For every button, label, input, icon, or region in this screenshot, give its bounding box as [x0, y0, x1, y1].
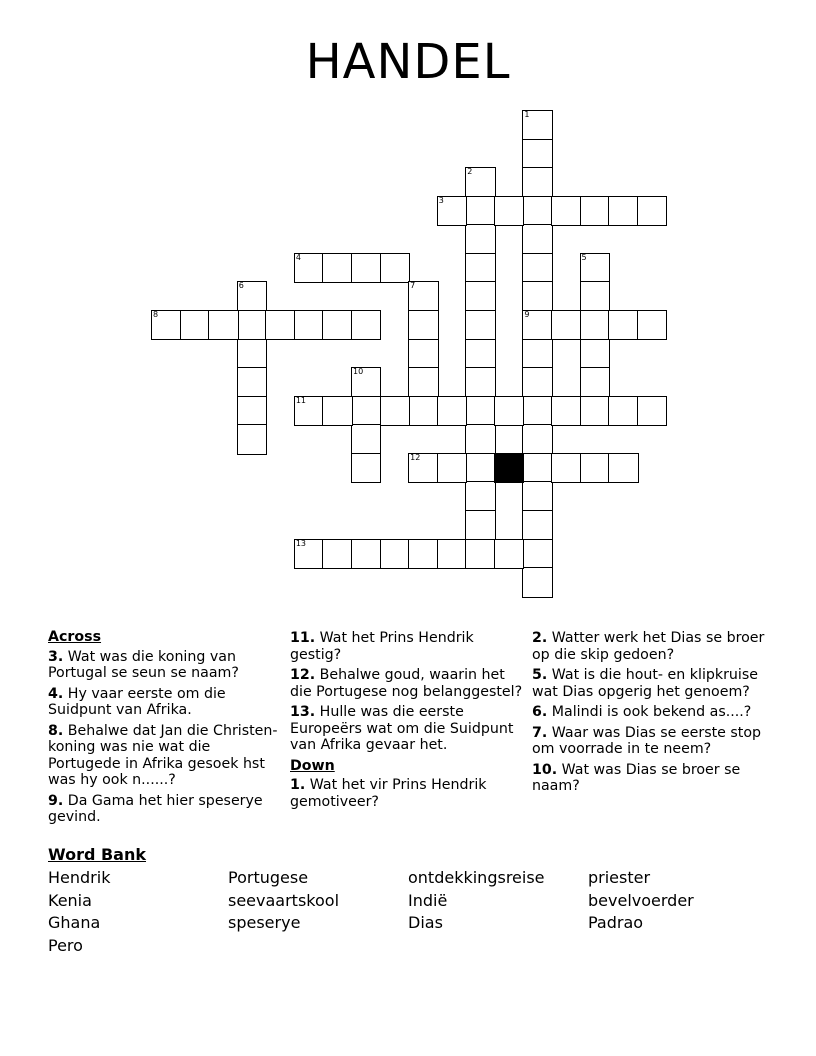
crossword-cell[interactable] — [237, 396, 267, 426]
crossword-cell[interactable] — [522, 567, 552, 597]
clue-across-3[interactable]: 3. Wat was die koning van Portugal se seun se naam? — [48, 648, 239, 681]
crossword-cell[interactable] — [322, 253, 352, 283]
word-bank-item: Portugese — [228, 868, 309, 887]
crossword-cell[interactable] — [494, 539, 524, 569]
crossword-cell[interactable] — [522, 167, 552, 197]
crossword-cell[interactable] — [522, 224, 552, 254]
crossword-cell[interactable] — [551, 196, 581, 226]
crossword-cell[interactable] — [294, 539, 324, 569]
crossword-cell[interactable] — [580, 367, 610, 397]
crossword-cell[interactable] — [465, 510, 495, 540]
crossword-cell[interactable] — [465, 396, 495, 426]
crossword-cell[interactable] — [465, 196, 495, 226]
clue-number: 4 — [295, 252, 301, 262]
clue-number: 12 — [410, 452, 421, 462]
crossword-cell[interactable] — [408, 281, 438, 311]
clue-across-12[interactable]: 12. Behalwe goud, waarin het die Portugese nog belanggestel? — [290, 667, 523, 700]
clue-down-5[interactable]: 5. Wat is die hout- en klipkruise wat Dias opgerig het genoem? — [532, 667, 758, 700]
word-bank-item: priester — [588, 868, 651, 887]
clue-down-1[interactable]: 1. Wat het vir Prins Hendrik gemotiveer? — [290, 777, 487, 810]
clue-number: 10 — [352, 367, 364, 377]
clue-column-1 — [48, 628, 286, 830]
crossword-cell[interactable] — [180, 310, 210, 340]
crossword-cell[interactable] — [637, 310, 667, 340]
crossword-cell[interactable] — [637, 396, 667, 426]
crossword-cell[interactable] — [380, 539, 410, 569]
crossword-cell[interactable] — [465, 253, 495, 283]
crossword-cell[interactable] — [608, 396, 638, 426]
clue-number: 7 — [410, 281, 416, 291]
crossword-cell[interactable] — [465, 424, 495, 454]
crossword-cell[interactable] — [580, 396, 610, 426]
clue-number: 9 — [524, 309, 530, 319]
crossword-cell[interactable] — [522, 281, 552, 311]
crossword-cell[interactable] — [294, 253, 324, 283]
crossword-cell[interactable] — [408, 539, 438, 569]
crossword-cell[interactable] — [322, 310, 352, 340]
black-square — [494, 453, 524, 483]
crossword-cell[interactable] — [237, 310, 267, 340]
clue-number: 11 — [295, 395, 307, 405]
crossword-cell[interactable] — [580, 196, 610, 226]
crossword-cell[interactable] — [494, 396, 524, 426]
word-bank-item: speserye — [228, 913, 301, 932]
crossword-cell[interactable] — [551, 310, 581, 340]
word-bank-item: Dias — [408, 913, 443, 932]
clue-down-2[interactable]: 2. Watter werk het Dias se broer op die skip gedoen? — [532, 630, 765, 663]
word-bank-item: Ghana — [48, 913, 101, 932]
clue-number: 6 — [238, 281, 244, 291]
crossword-cell[interactable] — [465, 367, 495, 397]
crossword-cell[interactable] — [237, 281, 267, 311]
crossword-cell[interactable] — [580, 310, 610, 340]
clue-down-6[interactable]: 6. Malindi is ook bekend as....? — [532, 704, 752, 720]
clue-across-4[interactable]: 4. Hy vaar eerste om die Suidpunt van Afrika. — [48, 685, 226, 718]
crossword-cell[interactable] — [580, 453, 610, 483]
word-bank-title: Word Bank — [48, 845, 147, 864]
crossword-cell[interactable] — [522, 139, 552, 169]
crossword-cell[interactable] — [351, 453, 381, 483]
crossword-cell[interactable] — [551, 396, 581, 426]
crossword-cell[interactable] — [408, 339, 438, 369]
crossword-cell[interactable] — [465, 339, 495, 369]
crossword-cell[interactable] — [208, 310, 238, 340]
crossword-cell[interactable] — [465, 281, 495, 311]
crossword-cell[interactable] — [580, 281, 610, 311]
clue-number: 2 — [467, 167, 473, 177]
crossword-cell[interactable] — [437, 539, 467, 569]
crossword-cell[interactable] — [294, 310, 324, 340]
crossword-cell[interactable] — [380, 396, 410, 426]
crossword-cell[interactable] — [522, 539, 552, 569]
crossword-cell[interactable] — [408, 396, 438, 426]
clue-number: 5 — [581, 252, 587, 262]
crossword-cell[interactable] — [580, 253, 610, 283]
crossword-cell[interactable] — [608, 196, 638, 226]
clue-across-13[interactable]: 13. Hulle was die eerste Europeërs wat om die Suidpunt van Afrika gevaar het. — [290, 704, 514, 753]
clue-number: 3 — [438, 195, 444, 205]
clue-number: 8 — [153, 309, 159, 319]
crossword-cell[interactable] — [465, 481, 495, 511]
across-heading: Across — [48, 629, 102, 645]
crossword-cell[interactable] — [351, 253, 381, 283]
crossword-cell[interactable] — [294, 396, 324, 426]
crossword-cell[interactable] — [522, 453, 552, 483]
clue-column-2 — [290, 630, 528, 814]
crossword-cell[interactable] — [351, 396, 381, 426]
crossword-cell[interactable] — [551, 453, 581, 483]
crossword-cell[interactable] — [522, 424, 552, 454]
clue-number: 13 — [295, 538, 307, 548]
clue-number: 1 — [524, 110, 530, 119]
word-bank-item: Pero — [48, 936, 83, 955]
crossword-cell[interactable] — [437, 196, 467, 226]
crossword-cell[interactable] — [608, 453, 638, 483]
crossword-cell[interactable] — [465, 539, 495, 569]
crossword-cell[interactable] — [408, 453, 438, 483]
crossword-cell[interactable] — [437, 396, 467, 426]
clue-across-8[interactable]: 8. Behalwe dat Jan die Christen-koning was nie wat die Portugede in Afrika gesoek hst was hy ook n......? — [48, 722, 278, 788]
crossword-cell[interactable] — [351, 367, 381, 397]
crossword-cell[interactable] — [237, 367, 267, 397]
crossword-cell[interactable] — [580, 339, 610, 369]
crossword-cell[interactable] — [151, 310, 181, 340]
crossword-cell[interactable] — [522, 396, 552, 426]
crossword-cell[interactable] — [465, 453, 495, 483]
crossword-cell[interactable] — [637, 196, 667, 226]
word-bank-item: seevaartskool — [228, 891, 340, 910]
crossword-cell[interactable] — [237, 339, 267, 369]
crossword-cell[interactable] — [437, 453, 467, 483]
crossword-cell[interactable] — [465, 224, 495, 254]
crossword-cell[interactable] — [351, 310, 381, 340]
word-bank-item: Kenia — [48, 891, 92, 910]
crossword-cell[interactable] — [465, 167, 495, 197]
crossword-cell[interactable] — [494, 196, 524, 226]
word-bank-item: bevelvoerder — [588, 891, 694, 910]
crossword-cell[interactable] — [522, 481, 552, 511]
crossword-cell[interactable] — [522, 253, 552, 283]
crossword-cell[interactable] — [608, 310, 638, 340]
crossword-cell[interactable] — [522, 339, 552, 369]
page-title: HANDEL — [305, 34, 511, 90]
word-bank-item: Hendrik — [48, 868, 111, 887]
crossword-cell[interactable] — [380, 253, 410, 283]
clue-across-11[interactable]: 11. Wat het Prins Hendrik gestig? — [290, 630, 474, 663]
clue-across-9[interactable]: 9. Da Gama het hier speserye gevind. — [48, 792, 263, 825]
crossword-cell[interactable] — [522, 367, 552, 397]
crossword-cell[interactable] — [265, 310, 295, 340]
crossword-cell[interactable] — [522, 310, 552, 340]
crossword-cell[interactable] — [408, 310, 438, 340]
clue-column-3 — [532, 630, 770, 799]
crossword-cell[interactable] — [322, 539, 352, 569]
crossword-cell[interactable] — [237, 424, 267, 454]
crossword-cell[interactable] — [465, 310, 495, 340]
down-heading: Down — [290, 757, 335, 774]
crossword-cell[interactable] — [522, 110, 552, 140]
crossword-cell[interactable] — [522, 196, 552, 226]
clue-down-10[interactable]: 10. Wat was Dias se broer se naam? — [532, 761, 741, 794]
crossword-cell[interactable] — [351, 539, 381, 569]
clue-down-7[interactable]: 7. Waar was Dias se eerste stop om voorrade in te neem? — [532, 724, 762, 757]
crossword-cell[interactable] — [351, 424, 381, 454]
crossword-cell[interactable] — [522, 510, 552, 540]
word-bank-item: ontdekkingsreise — [408, 868, 545, 887]
crossword-cell[interactable] — [322, 396, 352, 426]
word-bank-item: Indië — [408, 891, 448, 910]
crossword-cell[interactable] — [408, 367, 438, 397]
word-bank-item: Padrao — [588, 913, 644, 932]
